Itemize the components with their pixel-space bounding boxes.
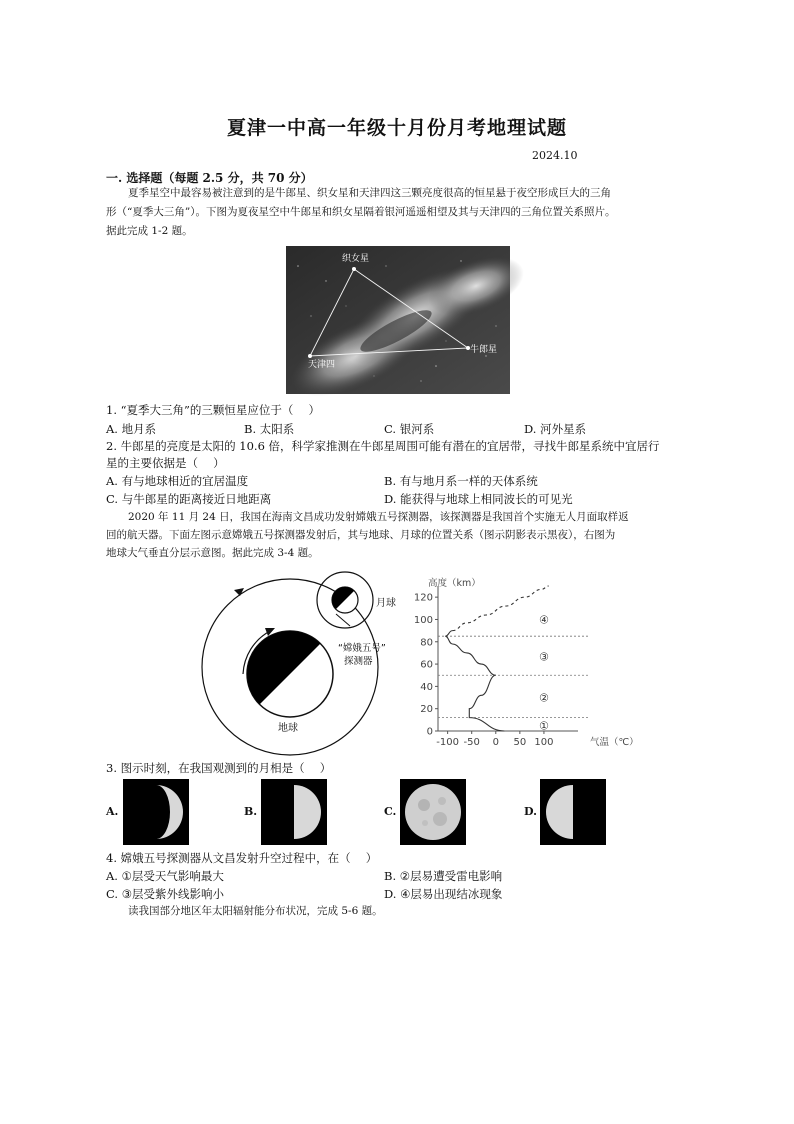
layer-label: ④	[538, 613, 549, 627]
intro1-line1: 夏季星空中最容易被注意到的是牛郎星、织女星和天津四这三颗亮度很高的恒星悬于夜空形成巨大的三角	[128, 187, 611, 199]
moon-phase-b-image	[261, 779, 327, 845]
intro1-line2: 形（“夏季大三角”）。下图为夏夜星空中牛郎星和织女星隔着银河遥遥相望及其与天津四的三角位置关系照片。	[106, 206, 616, 218]
intro2-line3: 地球大气垂直分层示意图。据此完成 3-4 题。	[106, 547, 319, 559]
temperature-curve	[445, 631, 504, 731]
y-tick-label: 120	[413, 592, 433, 604]
moon-label: 月球	[376, 598, 396, 609]
x-tick-label: 100	[534, 737, 554, 748]
q1-option-d: D. 河外星系	[524, 422, 587, 436]
exam-date: 2024.10	[532, 149, 578, 162]
probe-label-line1: “嫦娥五号”	[338, 643, 386, 654]
layer-label: ②	[538, 691, 549, 705]
moon-phase-c-image	[400, 779, 466, 845]
x-tick-label: -100	[436, 737, 459, 748]
y-tick-label: 100	[413, 614, 433, 626]
q3-option-c-label: C.	[384, 805, 397, 818]
summer-triangle-photo	[286, 246, 510, 394]
temperature-curve-dashed	[452, 586, 548, 631]
q1-option-b: B. 太阳系	[244, 422, 295, 436]
section-heading: 一. 选择题（每题 2.5 分，共 70 分）	[106, 171, 313, 185]
q2-stem-line1: 2. 牛郎星的亮度是太阳的 10.6 倍，科学家推测在牛郎星周围可能有潜在的宜居带，寻找牛郎星系统中宜居行	[106, 439, 660, 453]
q1-stem: 1. “夏季大三角”的三颗恒星应位于（ ）	[106, 403, 321, 417]
x-tick-label: 0	[492, 737, 499, 748]
y-tick-label: 20	[420, 704, 433, 716]
moon-phase-d-image	[540, 779, 606, 845]
page-title: 夏津一中高一年级十月份月考地理试题	[226, 117, 567, 139]
y-tick-label: 60	[420, 659, 433, 671]
layer-label: ①	[538, 719, 549, 733]
q2-option-d: D. 能获得与地球上相同波长的可见光	[384, 492, 573, 506]
q2-option-c: C. 与牛郎星的距离接近日地距离	[106, 492, 272, 506]
q4-option-b: B. ②层易遭受雷电影响	[384, 869, 503, 883]
x-tick-label: -50	[463, 737, 480, 748]
atmosphere-chart	[408, 578, 639, 750]
layer-label: ③	[538, 650, 549, 664]
moon-phase-a-image	[123, 779, 189, 845]
q3-stem: 3. 图示时刻，在我国观测到的月相是（ ）	[106, 761, 332, 775]
q3-option-d-label: D.	[524, 805, 537, 818]
q2-stem-line2: 星的主要依据是（ ）	[106, 456, 225, 470]
intro2-line2: 回的航天器。下面左图示意嫦娥五号探测器发射后，其与地球、月球的位置关系（图示阴影表示黑夜），右图为	[106, 529, 616, 541]
earth-label: 地球	[278, 723, 298, 734]
y-tick-label: 80	[420, 637, 433, 649]
q4-option-a: A. ①层受天气影响最大	[106, 869, 224, 883]
y-axis-label: 高度（km）	[428, 578, 481, 589]
intro1-line3: 据此完成 1-2 题。	[106, 225, 193, 237]
q3-option-b-label: B.	[244, 805, 258, 818]
deneb-label: 天津四	[308, 360, 336, 370]
x-tick-label: 50	[513, 737, 527, 748]
intro3: 读我国部分地区年太阳辐射能分布状况，完成 5-6 题。	[128, 905, 383, 917]
q2-option-a: A. 有与地球相近的宜居温度	[106, 474, 249, 488]
earth-moon-orbit-figure	[190, 574, 410, 756]
altair-label: 牛郎星	[470, 345, 498, 355]
q1-option-c: C. 银河系	[384, 422, 435, 436]
q4-option-c: C. ③层受紫外线影响小	[106, 887, 225, 901]
x-axis-label: 气温（℃）	[590, 737, 639, 748]
q1-option-a: A. 地月系	[106, 422, 157, 436]
q4-stem: 4. 嫦娥五号探测器从文昌发射升空过程中，在（ ）	[106, 851, 378, 865]
q2-option-b: B. 有与地月系一样的天体系统	[384, 474, 538, 488]
intro2-line1: 2020 年 11 月 24 日，我国在海南文昌成功发射嫦娥五号探测器，该探测器是我国首个实施无人月面取样返	[128, 511, 629, 523]
probe-label-line2: 探测器	[344, 656, 373, 667]
q4-option-d: D. ④层易出现结冰现象	[384, 887, 503, 901]
vega-label: 织女星	[342, 254, 370, 264]
y-tick-label: 0	[426, 726, 433, 738]
q3-option-a-label: A.	[106, 805, 119, 818]
y-tick-label: 40	[420, 681, 433, 693]
